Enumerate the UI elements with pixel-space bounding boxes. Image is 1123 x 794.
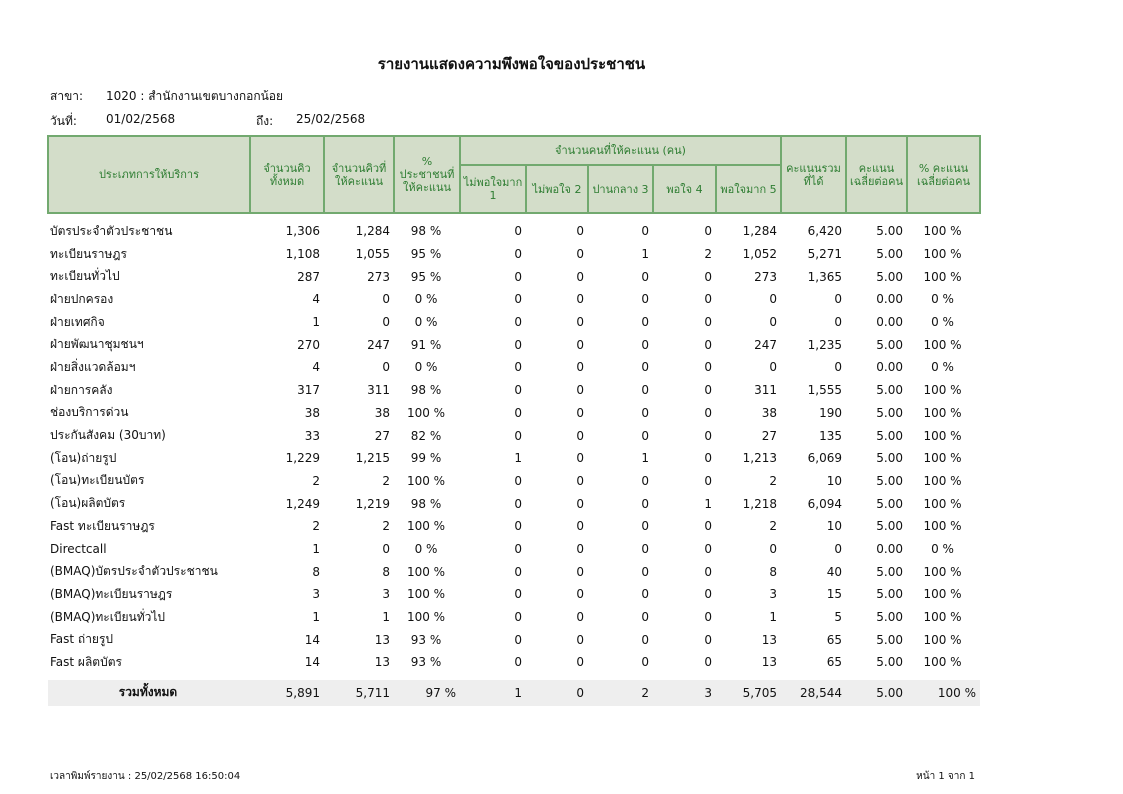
cell-score-avg: 0.00	[876, 292, 903, 307]
cell-rating-5: 1,284	[742, 224, 777, 239]
cell-rating-4: 0	[704, 224, 712, 239]
cell-score-total: 6,069	[807, 451, 842, 466]
cell-pct-rated: 0 %	[414, 292, 438, 307]
cell-rating-5: 1	[769, 610, 777, 625]
cell-rating-5: 3	[769, 587, 777, 602]
cell-queue-rated: 311	[367, 383, 390, 398]
cell-rating-2: 0	[576, 405, 584, 420]
date-label: วันที่:	[50, 114, 77, 128]
cell-pct-rated: 98 %	[410, 224, 442, 239]
cell-rating-5: 0	[769, 315, 777, 330]
cell-rating-2: 0	[576, 360, 584, 375]
cell-rating-1: 0	[514, 541, 522, 556]
cell-rating-4: 0	[704, 360, 712, 375]
cell-rating-3: 0	[641, 428, 649, 443]
cell-rating-2: 0	[576, 519, 584, 534]
cell-rating-2: 0	[576, 247, 584, 262]
col-queue-rated: จำนวนคิวที่ให้คะแนน	[324, 136, 394, 213]
cell-score-avg: 5.00	[876, 564, 903, 579]
table-row	[48, 311, 980, 334]
cell-score-total: 65	[826, 655, 842, 670]
cell-rating-3: 0	[641, 610, 649, 625]
cell-rating-3: 0	[641, 655, 649, 670]
cell-rating-4: 2	[704, 247, 712, 262]
cell-pct-rated: 98 %	[410, 383, 442, 398]
cell-rating-2: 0	[576, 292, 584, 307]
cell-queue-rated: 0	[382, 315, 390, 330]
cell-score-avg: 5.00	[876, 632, 903, 647]
col-score-avg: คะแนนเฉลี่ยต่อคน	[846, 136, 907, 213]
cell-rating-2: 0	[576, 564, 584, 579]
cell-rating-3: 0	[641, 383, 649, 398]
cell-rating-3: 0	[641, 269, 649, 284]
satisfaction-table	[47, 135, 981, 706]
cell-service-name: ฝ่ายการคลัง	[50, 382, 113, 397]
cell-rating-5: 0	[769, 541, 777, 556]
cell-service-name: (BMAQ)ทะเบียนราษฎร	[50, 586, 173, 601]
cell-rating-2: 0	[576, 269, 584, 284]
cell-score-avg: 0.00	[876, 315, 903, 330]
cell-service-name: ประกันสังคม (30บาท)	[50, 428, 166, 443]
cell-rating-3: 1	[641, 451, 649, 466]
cell-rating-1: 0	[514, 337, 522, 352]
cell-rating-2: 0	[576, 337, 584, 352]
print-timestamp: เวลาพิมพ์รายงาน : 25/02/2568 16:50:04	[50, 771, 241, 782]
cell-pct-avg: 100 %	[923, 519, 962, 534]
branch-value: 1020 : สำนักงานเขตบางกอกน้อย	[106, 89, 284, 103]
cell-rating-4: 0	[704, 269, 712, 284]
cell-queue-rated: 1	[382, 610, 390, 625]
cell-service-name: Directcall	[50, 541, 107, 556]
cell-pct-avg: 100 %	[923, 587, 962, 602]
cell-queue-total: 1	[312, 541, 320, 556]
cell-queue-rated: 27	[374, 428, 390, 443]
cell-rating-1: 0	[514, 632, 522, 647]
cell-rating-2: 0	[576, 587, 584, 602]
total-pct-rated: 97 %	[394, 680, 460, 706]
cell-score-total: 0	[834, 315, 842, 330]
cell-rating-4: 0	[704, 655, 712, 670]
table-row	[48, 628, 980, 651]
cell-rating-1: 0	[514, 610, 522, 625]
cell-rating-5: 2	[769, 519, 777, 534]
cell-score-total: 40	[826, 564, 842, 579]
cell-rating-2: 0	[576, 610, 584, 625]
cell-rating-2: 0	[576, 632, 584, 647]
cell-pct-avg: 100 %	[923, 632, 962, 647]
cell-queue-rated: 0	[382, 360, 390, 375]
cell-pct-avg: 0 %	[931, 292, 954, 307]
table-row	[48, 470, 980, 493]
cell-service-name: ฝ่ายสิ่งแวดล้อมฯ	[50, 359, 136, 374]
table-row	[48, 402, 980, 425]
cell-pct-avg: 100 %	[923, 496, 962, 511]
cell-queue-rated: 1,215	[355, 451, 390, 466]
cell-rating-4: 0	[704, 587, 712, 602]
col-queue-total: จำนวนคิวทั้งหมด	[250, 136, 324, 213]
cell-pct-avg: 0 %	[931, 315, 954, 330]
cell-queue-total: 317	[297, 383, 320, 398]
cell-rating-4: 0	[704, 428, 712, 443]
col-rating-1: ไม่พอใจมาก 1	[460, 165, 526, 213]
cell-rating-1: 0	[514, 315, 522, 330]
table-row	[48, 606, 980, 629]
cell-rating-5: 38	[761, 405, 777, 420]
total-pct-avg: 100 %	[907, 680, 980, 706]
cell-rating-2: 0	[576, 496, 584, 511]
cell-rating-1: 0	[514, 383, 522, 398]
cell-queue-rated: 8	[382, 564, 390, 579]
cell-score-avg: 0.00	[876, 541, 903, 556]
table-row	[48, 583, 980, 606]
cell-score-total: 1,235	[807, 337, 842, 352]
cell-queue-total: 38	[304, 405, 320, 420]
cell-pct-rated: 99 %	[410, 451, 442, 466]
cell-rating-5: 311	[754, 383, 777, 398]
total-label: รวมทั้งหมด	[48, 680, 250, 706]
cell-pct-rated: 0 %	[414, 315, 438, 330]
cell-queue-rated: 0	[382, 292, 390, 307]
cell-rating-1: 1	[514, 451, 522, 466]
cell-pct-avg: 100 %	[923, 564, 962, 579]
cell-rating-5: 0	[769, 360, 777, 375]
cell-pct-avg: 100 %	[923, 383, 962, 398]
cell-score-total: 6,094	[807, 496, 842, 511]
cell-rating-5: 13	[761, 632, 777, 647]
cell-score-total: 10	[826, 473, 842, 488]
col-pct-rated: % ประชาชนที่ให้คะแนน	[394, 136, 460, 213]
table-spacer	[48, 213, 980, 220]
cell-rating-3: 0	[641, 224, 649, 239]
col-rating-group: จำนวนคนที่ให้คะแนน (คน)	[460, 136, 781, 165]
cell-service-name: (โอน)ถ่ายรูป	[50, 450, 117, 465]
cell-service-name: ฝ่ายเทศกิจ	[50, 314, 105, 329]
cell-rating-1: 0	[514, 269, 522, 284]
date-to: 25/02/2568	[296, 112, 366, 126]
cell-rating-3: 0	[641, 519, 649, 534]
total-queue-total: 5,891	[250, 680, 324, 706]
cell-rating-4: 0	[704, 564, 712, 579]
cell-rating-1: 0	[514, 360, 522, 375]
cell-pct-avg: 100 %	[923, 269, 962, 284]
table-row	[48, 560, 980, 583]
total-row	[48, 680, 980, 706]
cell-queue-rated: 2	[382, 519, 390, 534]
cell-service-name: ทะเบียนราษฎร	[50, 246, 127, 261]
cell-queue-rated: 13	[374, 632, 390, 647]
cell-score-total: 1,555	[807, 383, 842, 398]
cell-score-avg: 0.00	[876, 360, 903, 375]
cell-rating-4: 0	[704, 519, 712, 534]
cell-pct-rated: 91 %	[410, 337, 442, 352]
cell-queue-total: 4	[312, 292, 320, 307]
cell-rating-4: 0	[704, 337, 712, 352]
cell-score-total: 10	[826, 519, 842, 534]
date-from: 01/02/2568	[106, 112, 176, 126]
cell-queue-rated: 3	[382, 587, 390, 602]
cell-score-total: 65	[826, 632, 842, 647]
cell-rating-4: 0	[704, 632, 712, 647]
cell-pct-avg: 100 %	[923, 428, 962, 443]
cell-rating-1: 0	[514, 564, 522, 579]
cell-queue-total: 14	[304, 655, 320, 670]
cell-score-avg: 5.00	[876, 587, 903, 602]
cell-rating-4: 0	[704, 541, 712, 556]
cell-service-name: ฝ่ายพัฒนาชุมชนฯ	[50, 337, 144, 352]
cell-queue-total: 14	[304, 632, 320, 647]
cell-pct-avg: 100 %	[923, 451, 962, 466]
cell-pct-rated: 100 %	[406, 610, 446, 625]
cell-rating-1: 0	[514, 292, 522, 307]
col-score-total: คะแนนรวมที่ได้	[781, 136, 846, 213]
table-row	[48, 265, 980, 288]
cell-queue-total: 270	[297, 337, 320, 352]
branch-label: สาขา:	[50, 89, 84, 103]
total-rating-4: 3	[653, 680, 716, 706]
cell-score-avg: 5.00	[876, 383, 903, 398]
cell-queue-rated: 1,055	[355, 247, 390, 262]
cell-pct-rated: 100 %	[406, 405, 446, 420]
total-rating-3: 2	[588, 680, 653, 706]
cell-score-total: 135	[819, 428, 842, 443]
cell-pct-rated: 95 %	[410, 247, 442, 262]
cell-rating-5: 0	[769, 292, 777, 307]
cell-queue-rated: 38	[374, 405, 390, 420]
cell-rating-3: 0	[641, 360, 649, 375]
cell-score-avg: 5.00	[876, 405, 903, 420]
total-score-avg: 5.00	[846, 680, 907, 706]
table-row	[48, 220, 980, 243]
cell-score-avg: 5.00	[876, 224, 903, 239]
report-title: รายงานแสดงความพึงพอใจของประชาชน	[377, 55, 646, 73]
cell-pct-avg: 100 %	[923, 473, 962, 488]
cell-rating-5: 8	[769, 564, 777, 579]
cell-score-avg: 5.00	[876, 428, 903, 443]
cell-rating-4: 0	[704, 315, 712, 330]
cell-pct-avg: 100 %	[923, 405, 962, 420]
cell-rating-5: 273	[754, 269, 777, 284]
cell-service-name: (BMAQ)บัตรประจำตัวประชาชน	[50, 564, 218, 579]
cell-rating-1: 0	[514, 247, 522, 262]
cell-rating-5: 2	[769, 473, 777, 488]
cell-rating-3: 1	[641, 247, 649, 262]
cell-rating-2: 0	[576, 541, 584, 556]
cell-queue-total: 1,249	[285, 496, 320, 511]
cell-pct-rated: 100 %	[406, 587, 446, 602]
cell-queue-rated: 0	[382, 541, 390, 556]
cell-rating-5: 1,052	[742, 247, 777, 262]
cell-rating-1: 0	[514, 428, 522, 443]
cell-score-avg: 5.00	[876, 337, 903, 352]
table-row	[48, 356, 980, 379]
cell-score-total: 15	[826, 587, 842, 602]
cell-rating-2: 0	[576, 655, 584, 670]
cell-score-avg: 5.00	[876, 247, 903, 262]
total-rating-1: 1	[460, 680, 526, 706]
cell-service-name: บัตรประจำตัวประชาชน	[50, 223, 173, 238]
cell-pct-avg: 100 %	[923, 247, 962, 262]
cell-rating-1: 0	[514, 587, 522, 602]
cell-service-name: ฝ่ายปกครอง	[50, 291, 114, 306]
cell-score-avg: 5.00	[876, 473, 903, 488]
cell-queue-rated: 273	[367, 269, 390, 284]
cell-pct-rated: 93 %	[410, 655, 442, 670]
cell-rating-4: 1	[704, 496, 712, 511]
cell-rating-4: 0	[704, 473, 712, 488]
cell-service-name: Fast ผลิตบัตร	[50, 654, 122, 669]
cell-rating-4: 0	[704, 292, 712, 307]
cell-rating-1: 0	[514, 224, 522, 239]
cell-service-name: (โอน)ทะเบียนบัตร	[50, 473, 145, 488]
cell-queue-total: 1	[312, 315, 320, 330]
cell-score-total: 0	[834, 541, 842, 556]
col-pct-avg: % คะแนนเฉลี่ยต่อคน	[907, 136, 980, 213]
table-row	[48, 492, 980, 515]
cell-queue-total: 2	[312, 473, 320, 488]
col-rating-4: พอใจ 4	[653, 165, 716, 213]
cell-queue-total: 3	[312, 587, 320, 602]
table-row	[48, 538, 980, 561]
cell-service-name: (BMAQ)ทะเบียนทั่วไป	[50, 609, 166, 624]
cell-rating-2: 0	[576, 315, 584, 330]
cell-queue-total: 1,108	[285, 247, 320, 262]
cell-pct-avg: 100 %	[923, 610, 962, 625]
cell-rating-5: 27	[761, 428, 777, 443]
cell-score-avg: 5.00	[876, 519, 903, 534]
cell-rating-5: 13	[761, 655, 777, 670]
col-rating-3: ปานกลาง 3	[588, 165, 653, 213]
cell-queue-rated: 2	[382, 473, 390, 488]
table-row	[48, 288, 980, 311]
cell-score-total: 0	[834, 292, 842, 307]
table-row	[48, 651, 980, 674]
cell-rating-2: 0	[576, 473, 584, 488]
total-rating-2: 0	[526, 680, 588, 706]
cell-score-total: 6,420	[807, 224, 842, 239]
cell-rating-3: 0	[641, 632, 649, 647]
total-queue-rated: 5,711	[324, 680, 394, 706]
table-row	[48, 243, 980, 266]
cell-queue-total: 1,306	[285, 224, 320, 239]
cell-rating-2: 0	[576, 428, 584, 443]
cell-rating-3: 0	[641, 405, 649, 420]
cell-rating-4: 0	[704, 451, 712, 466]
total-rating-5: 5,705	[716, 680, 781, 706]
cell-pct-rated: 100 %	[406, 473, 446, 488]
cell-service-name: ช่องบริการด่วน	[50, 405, 129, 420]
cell-queue-rated: 247	[367, 337, 390, 352]
cell-score-total: 5,271	[807, 247, 842, 262]
cell-pct-rated: 0 %	[414, 360, 438, 375]
cell-pct-rated: 0 %	[414, 541, 438, 556]
cell-rating-5: 1,213	[742, 451, 777, 466]
cell-rating-3: 0	[641, 315, 649, 330]
table-row	[48, 447, 980, 470]
cell-pct-avg: 100 %	[923, 224, 962, 239]
cell-pct-avg: 100 %	[923, 655, 962, 670]
cell-rating-1: 0	[514, 496, 522, 511]
cell-score-total: 1,365	[807, 269, 842, 284]
cell-rating-2: 0	[576, 383, 584, 398]
cell-queue-total: 1,229	[285, 451, 320, 466]
cell-rating-3: 0	[641, 473, 649, 488]
cell-queue-total: 8	[312, 564, 320, 579]
cell-queue-rated: 1,284	[355, 224, 390, 239]
cell-rating-2: 0	[576, 224, 584, 239]
cell-queue-rated: 1,219	[355, 496, 390, 511]
cell-pct-avg: 100 %	[923, 337, 962, 352]
cell-pct-rated: 93 %	[410, 632, 442, 647]
total-score: 28,544	[781, 680, 846, 706]
col-rating-5: พอใจมาก 5	[716, 165, 781, 213]
cell-rating-4: 0	[704, 383, 712, 398]
cell-queue-total: 287	[297, 269, 320, 284]
cell-score-total: 190	[819, 405, 842, 420]
cell-queue-total: 2	[312, 519, 320, 534]
cell-rating-4: 0	[704, 610, 712, 625]
cell-score-avg: 5.00	[876, 610, 903, 625]
cell-rating-1: 0	[514, 655, 522, 670]
cell-rating-1: 0	[514, 519, 522, 534]
table-row	[48, 333, 980, 356]
cell-rating-3: 0	[641, 337, 649, 352]
cell-queue-total: 1	[312, 610, 320, 625]
page-number: หน้า 1 จาก 1	[916, 771, 975, 782]
cell-queue-rated: 13	[374, 655, 390, 670]
cell-pct-avg: 0 %	[931, 360, 954, 375]
cell-service-name: (โอน)ผลิตบัตร	[50, 496, 126, 511]
cell-score-avg: 5.00	[876, 269, 903, 284]
cell-service-name: ทะเบียนทั่วไป	[50, 269, 120, 284]
cell-rating-1: 0	[514, 473, 522, 488]
cell-rating-2: 0	[576, 451, 584, 466]
cell-pct-avg: 0 %	[931, 541, 954, 556]
table-row	[48, 424, 980, 447]
cell-rating-1: 0	[514, 405, 522, 420]
cell-rating-3: 0	[641, 541, 649, 556]
table-row	[48, 515, 980, 538]
cell-pct-rated: 98 %	[410, 496, 442, 511]
col-service-type: ประเภทการให้บริการ	[48, 136, 250, 213]
cell-rating-3: 0	[641, 587, 649, 602]
cell-score-avg: 5.00	[876, 496, 903, 511]
cell-pct-rated: 100 %	[406, 564, 446, 579]
cell-service-name: Fast ถ่ายรูป	[50, 632, 114, 647]
cell-rating-5: 247	[754, 337, 777, 352]
cell-rating-3: 0	[641, 564, 649, 579]
cell-score-total: 0	[834, 360, 842, 375]
cell-queue-total: 33	[304, 428, 320, 443]
cell-service-name: Fast ทะเบียนราษฎร	[50, 518, 155, 533]
table-row	[48, 379, 980, 402]
cell-rating-3: 0	[641, 292, 649, 307]
cell-rating-3: 0	[641, 496, 649, 511]
col-rating-2: ไม่พอใจ 2	[526, 165, 588, 213]
cell-pct-rated: 95 %	[410, 269, 442, 284]
to-label: ถึง:	[256, 114, 274, 128]
cell-rating-5: 1,218	[742, 496, 777, 511]
cell-queue-total: 4	[312, 360, 320, 375]
cell-score-avg: 5.00	[876, 655, 903, 670]
cell-score-avg: 5.00	[876, 451, 903, 466]
cell-pct-rated: 100 %	[406, 519, 446, 534]
cell-pct-rated: 82 %	[410, 428, 442, 443]
cell-rating-4: 0	[704, 405, 712, 420]
cell-score-total: 5	[834, 610, 842, 625]
